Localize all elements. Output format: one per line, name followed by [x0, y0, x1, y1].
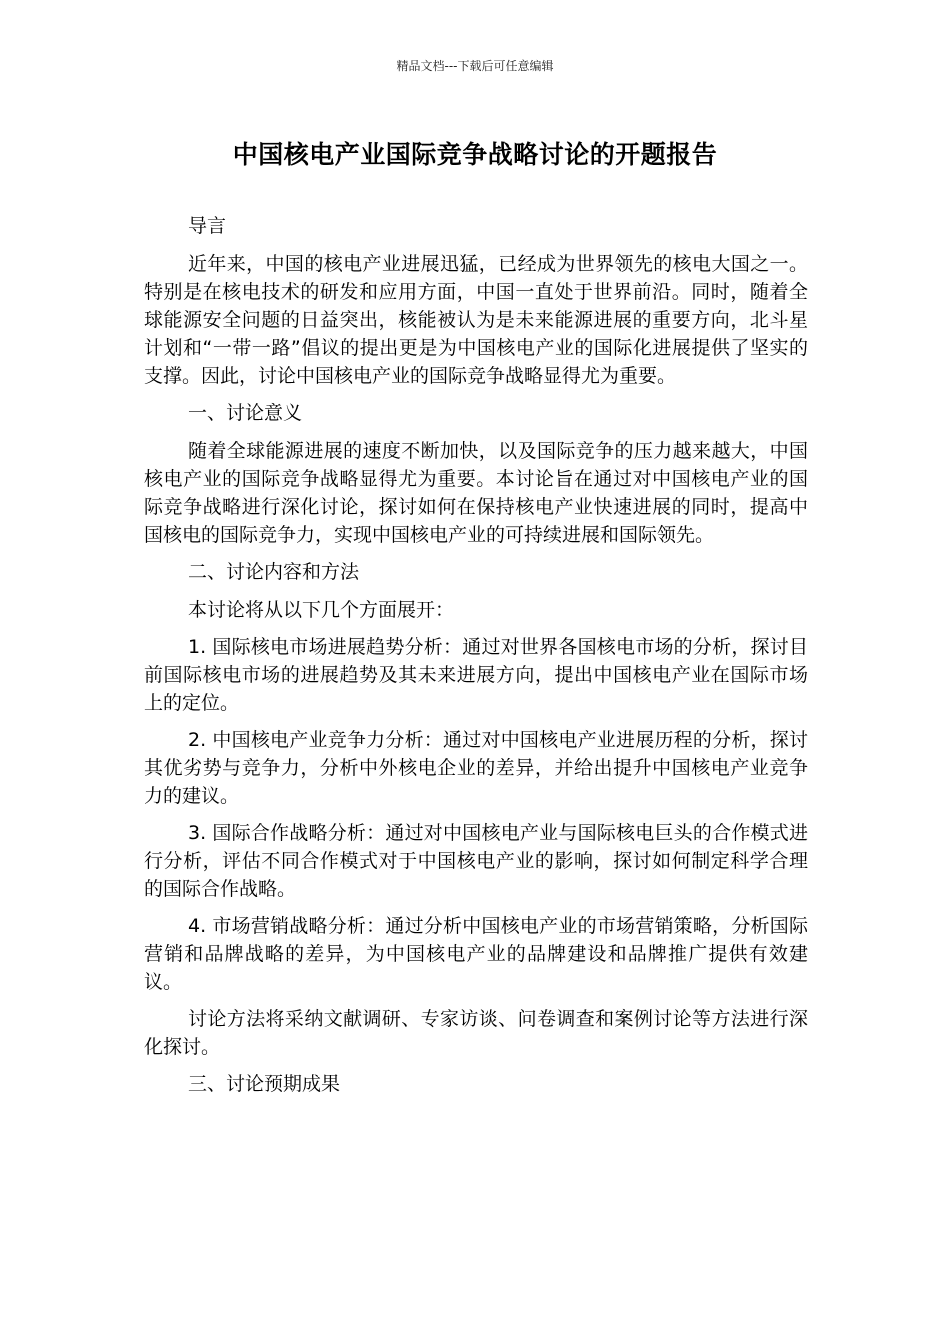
section-heading-intro: 导言 — [188, 215, 227, 237]
document-body — [144, 212, 808, 1108]
section-heading-expected-results: 三、讨论预期成果 — [188, 1073, 341, 1095]
list-item-market-trend: 1. 国际核电市场进展趋势分析：通过对世界各国核电市场的分析，探讨目前国际核电市场的进展趋势及其未来进展方向，提出中国核电产业在国际市场上的定位。 — [144, 636, 808, 714]
paragraph-intro: 近年来，中国的核电产业进展迅猛，已经成为世界领先的核电大国之一。特别是在核电技术的研发和应用方面，中国一直处于世界前沿。同时，随着全球能源安全问题的日益突出，核能被认为是未来能源进展的重要方向，北斗星计划和“一带一路”倡议的提出更是为中国核电产业的国际化进展提供了坚实的支撑。因此，讨论中国核电产业的国际竞争战略显得尤为重要。 — [144, 253, 808, 387]
section-heading-significance: 一、讨论意义 — [188, 402, 303, 424]
section-heading-content-methods: 二、讨论内容和方法 — [188, 561, 360, 583]
paragraph-content-lead: 本讨论将从以下几个方面展开： — [188, 599, 455, 621]
paragraph-significance: 随着全球能源进展的速度不断加快，以及国际竞争的压力越来越大，中国核电产业的国际竞争战略显得尤为重要。本讨论旨在通过对中国核电产业的国际竞争战略进行深化讨论，探讨如何在保持核电产业快速进展的同时，提高中国核电的国际竞争力，实现中国核电产业的可持续进展和国际领先。 — [144, 440, 808, 546]
paragraph-methods: 讨论方法将采纳文献调研、专家访谈、问卷调查和案例讨论等方法进行深化探讨。 — [144, 1008, 808, 1058]
header-note: 精品文档---下载后可任意编辑 — [396, 59, 554, 73]
list-item-marketing: 4. 市场营销战略分析：通过分析中国核电产业的市场营销策略，分析国际营销和品牌战略的差异，为中国核电产业的品牌建设和品牌推广提供有效建议。 — [144, 915, 808, 993]
document-title: 中国核电产业国际竞争战略讨论的开题报告 — [232, 140, 718, 169]
list-item-competitiveness: 2. 中国核电产业竞争力分析：通过对中国核电产业进展历程的分析，探讨其优劣势与竞争力，分析中外核电企业的差异，并给出提升中国核电产业竞争力的建议。 — [144, 729, 808, 807]
list-item-cooperation: 3. 国际合作战略分析：通过对中国核电产业与国际核电巨头的合作模式进行分析，评估不同合作模式对于中国核电产业的影响，探讨如何制定科学合理的国际合作战略。 — [144, 822, 808, 900]
